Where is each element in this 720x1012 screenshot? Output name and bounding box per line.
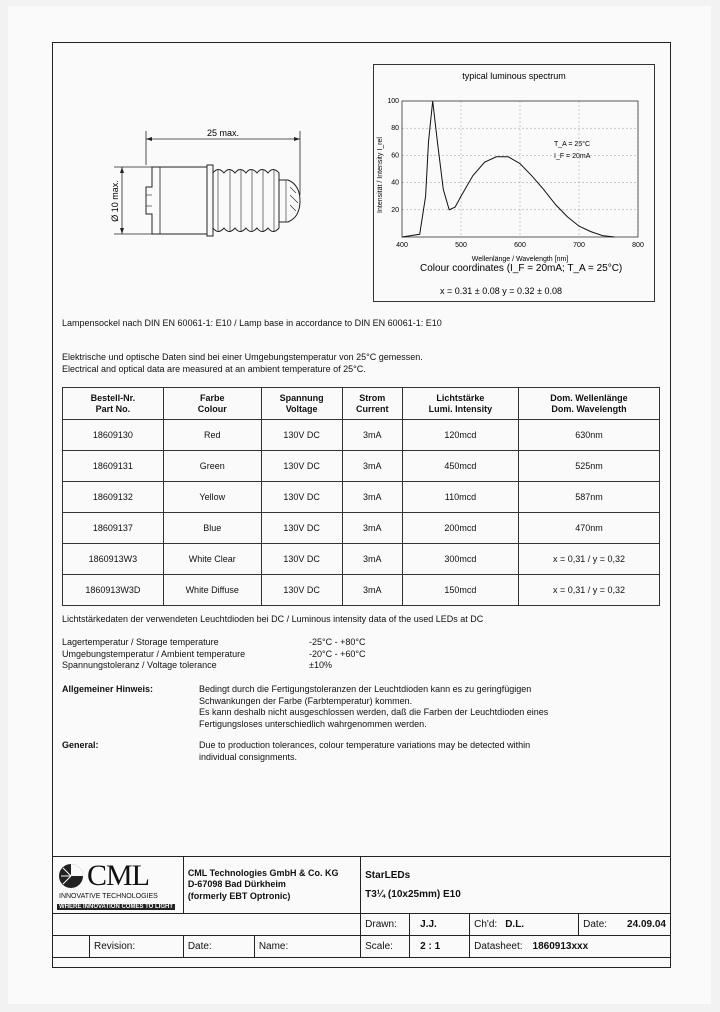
note-line: Bedingt durch die Fertigungstoleranzen der Leuchtdioden kann es zu geringfügigen <box>199 684 532 694</box>
product-cell <box>361 857 671 914</box>
date-label: Date: <box>583 919 608 930</box>
table-header-text: Farbe <box>199 392 225 403</box>
logo-text: CML <box>87 859 150 892</box>
colour-coordinates-values: x = 0.31 ± 0.08 y = 0.32 ± 0.08 <box>440 286 562 296</box>
x-tick-label: 700 <box>573 242 585 249</box>
table-cell: 150mcd <box>402 575 518 606</box>
table-row <box>63 575 660 606</box>
company-line: (formerly EBT Optronic) <box>187 890 291 901</box>
table-header <box>342 388 402 420</box>
base-note: Lampensockel nach DIN EN 60061-1: E10 / Lamp base in accordance to DIN EN 60061-1: E10 <box>62 318 442 328</box>
spec-table <box>62 387 660 606</box>
revision-name-label: Name: <box>258 941 289 952</box>
table-cell: 18609132 <box>63 482 164 513</box>
colour-coordinates-label: Colour coordinates (I_F = 20mA; T_A = 25°C) <box>420 263 623 274</box>
logo-slogan: WHERE INNOVATION COMES TO LIGHT <box>59 904 173 910</box>
table-cell: 18609130 <box>63 420 164 451</box>
y-tick-label: 60 <box>391 152 399 160</box>
note-line: Schwankungen der Farbe (Farbtemperatur) kommen. <box>199 695 413 706</box>
table-row <box>63 544 660 575</box>
spectrum-chart-box <box>373 64 655 302</box>
table-header <box>163 388 261 420</box>
table-header-text: Strom <box>359 392 386 403</box>
table-cell: Blue <box>163 513 261 544</box>
table-row <box>63 451 660 482</box>
table-cell: 3mA <box>342 575 402 606</box>
table-cell: 525nm <box>518 451 659 482</box>
x-tick-label: 800 <box>632 242 644 249</box>
revision-label: Revision: <box>94 941 136 952</box>
table-cell: x = 0,31 / y = 0,32 <box>518 575 659 606</box>
table-cell: 18609137 <box>63 513 164 544</box>
table-row <box>63 513 660 544</box>
table-row <box>63 420 660 451</box>
table-header-text: Voltage <box>285 403 318 414</box>
temperature-label: Lagertemperatur / Storage temperature <box>62 637 219 647</box>
checked-label: Ch'd: <box>474 919 498 930</box>
table-header-text: Lichtstärke <box>436 392 485 403</box>
table-row <box>63 482 660 513</box>
datasheet-label: Datasheet: <box>474 941 523 952</box>
y-tick-label: 20 <box>391 206 399 214</box>
table-cell: 300mcd <box>402 544 518 575</box>
y-tick-label: 40 <box>391 179 399 187</box>
table-cell: 3mA <box>342 513 402 544</box>
series-line <box>402 101 614 237</box>
drawn-label: Drawn: <box>365 919 397 930</box>
product-designation: T3¼ (10x25mm) E10 <box>365 889 461 900</box>
length-dimension: 25 max. <box>206 128 240 138</box>
condition-ta: T_A = 25°C <box>554 141 591 148</box>
temperature-value: -20°C - +60°C <box>309 648 366 659</box>
cml-logo-icon <box>57 862 85 890</box>
temperature-value: -25°C - +80°C <box>309 637 366 647</box>
table-cell: 200mcd <box>402 513 518 544</box>
revision-date-label: Date: <box>187 941 212 952</box>
table-cell: White Diffuse <box>163 575 261 606</box>
table-cell: 130V DC <box>261 544 342 575</box>
table-cell: Green <box>163 451 261 482</box>
company-line: D-67098 Bad Dürkheim <box>187 879 286 890</box>
table-cell: 130V DC <box>261 451 342 482</box>
y-tick-label: 80 <box>391 125 399 133</box>
table-header-text: Colour <box>197 403 227 414</box>
table-cell: White Clear <box>163 544 261 575</box>
lamp-drawing <box>100 125 315 245</box>
note-line: Due to production tolerances, colour temperature variations may be detected within <box>199 740 531 750</box>
table-header <box>261 388 342 420</box>
table-cell: 1860913W3 <box>63 544 164 575</box>
table-header <box>518 388 659 420</box>
temperature-list <box>62 637 462 672</box>
table-cell: 450mcd <box>402 451 518 482</box>
table-cell: 110mcd <box>402 482 518 513</box>
x-tick-label: 400 <box>396 242 408 249</box>
table-cell: 1860913W3D <box>63 575 164 606</box>
table-cell: 18609131 <box>63 451 164 482</box>
general-en-label: General: <box>62 740 99 750</box>
table-cell: x = 0,31 / y = 0,32 <box>518 544 659 575</box>
logo-cell <box>53 857 184 914</box>
temperature-row <box>62 649 462 661</box>
temperature-label: Umgebungstemperatur / Ambient temperature <box>62 648 246 659</box>
company-cell <box>183 857 360 914</box>
table-cell: Yellow <box>163 482 261 513</box>
table-cell: Red <box>163 420 261 451</box>
chart-y-axis-label: Intensität / Intensity I_rel <box>377 137 384 213</box>
date-value: 24.09.04 <box>627 919 666 930</box>
logo-subtitle: INNOVATIVE TECHNOLOGIES <box>59 893 158 900</box>
table-cell: 3mA <box>342 544 402 575</box>
general-de-label: Allgemeiner Hinweis: <box>62 684 154 694</box>
y-tick-label: 100 <box>387 98 399 105</box>
spectrum-chart <box>374 65 656 303</box>
scale-label: Scale: <box>365 941 393 952</box>
table-header-text: Bestell-Nr. <box>90 392 136 403</box>
product-family: StarLEDs <box>365 870 411 881</box>
intensity-note: Lichtstärkedaten der verwendeten Leuchtdioden bei DC / Luminous intensity data of the used LEDs at DC <box>62 614 484 624</box>
chart-x-axis-label: Wellenlänge / Wavelength [nm] <box>471 256 569 263</box>
table-cell: 120mcd <box>402 420 518 451</box>
table-cell: 130V DC <box>261 420 342 451</box>
table-cell: 3mA <box>342 482 402 513</box>
note-line: Fertigungsloses unterschiedlich wahrgenommen werden. <box>199 718 427 729</box>
condition-if: I_F = 20mA <box>554 153 591 160</box>
company-line: CML Technologies GmbH & Co. KG <box>187 867 339 878</box>
table-cell: 470nm <box>518 513 659 544</box>
checked-value: D.L. <box>505 919 525 930</box>
general-en-text <box>199 740 530 763</box>
table-cell: 630nm <box>518 420 659 451</box>
table-header <box>63 388 164 420</box>
table-cell: 130V DC <box>261 482 342 513</box>
table-cell: 130V DC <box>261 513 342 544</box>
chart-title: typical luminous spectrum <box>462 71 566 81</box>
general-de-text <box>199 684 548 730</box>
x-tick-label: 500 <box>455 242 467 249</box>
table-header-text: Dom. Wavelength <box>551 403 627 414</box>
conditions-de: Elektrische und optische Daten sind bei einer Umgebungstemperatur von 25°C gemessen. <box>62 352 423 362</box>
table-cell: 3mA <box>342 451 402 482</box>
table-cell: 587nm <box>518 482 659 513</box>
table-cell: 130V DC <box>261 575 342 606</box>
x-tick-label: 600 <box>514 242 526 249</box>
temperature-value: ±10% <box>309 660 332 670</box>
table-header-text: Current <box>355 403 389 414</box>
note-line: individual consignments. <box>199 751 298 762</box>
table-header-text: Part No. <box>95 403 131 414</box>
table-header-text: Spannung <box>279 392 324 403</box>
scale-value: 2 : 1 <box>420 941 441 952</box>
table-cell: 3mA <box>342 420 402 451</box>
table-header-text: Lumi. Intensity <box>428 403 493 414</box>
datasheet-value: 1860913xxx <box>532 941 589 952</box>
diameter-dimension: Ø 10 max. <box>110 180 120 222</box>
temperature-row <box>62 637 462 649</box>
note-line: Es kann deshalb nicht ausgeschlossen werden, daß die Farben der Leuchtdioden eines <box>199 707 549 717</box>
conditions-en: Electrical and optical data are measured at an ambient temperature of 25°C. <box>62 364 366 374</box>
title-block <box>52 856 671 958</box>
temperature-label: Spannungstoleranz / Voltage tolerance <box>62 660 217 670</box>
table-header <box>402 388 518 420</box>
temperature-row <box>62 660 462 672</box>
drawn-value: J.J. <box>420 919 437 930</box>
table-header-text: Dom. Wellenlänge <box>550 392 628 403</box>
